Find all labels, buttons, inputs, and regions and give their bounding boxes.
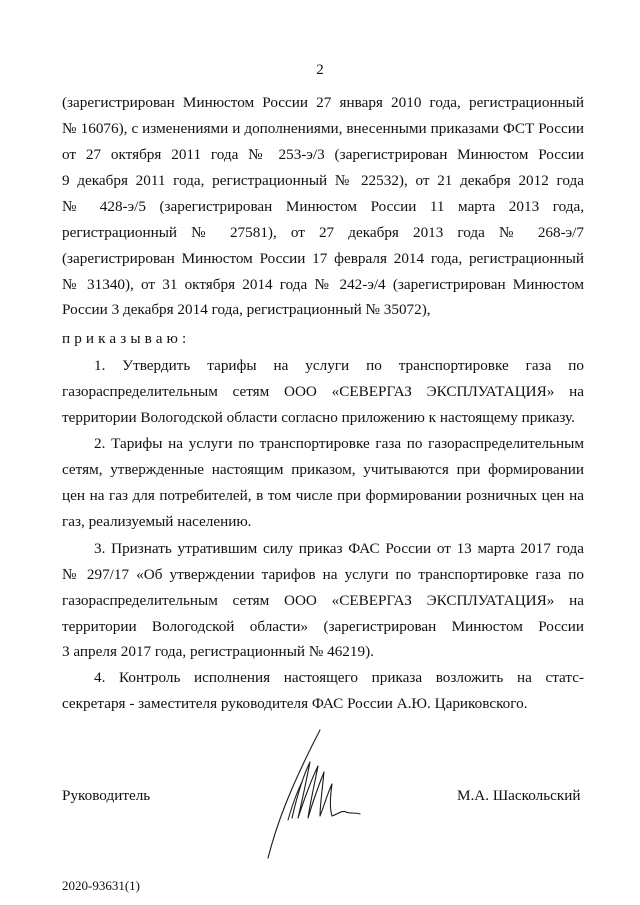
preamble-line: № 16076), с изменениями и дополнениями, внесенными приказами ФСТ России — [62, 120, 584, 137]
item-4-line: секретаря - заместителя руководителя ФАС России А.Ю. Цариковского. — [62, 695, 528, 712]
order-word: приказываю: — [62, 330, 191, 347]
item-1-line: газораспределительным сетям ООО «СЕВЕРГАЗ ЭКСПЛУАТАЦИЯ» на — [62, 383, 584, 400]
signatory-name: М.А. Шаскольский — [457, 787, 581, 804]
signatory-title: Руководитель — [62, 787, 151, 804]
item-1-line: 1. Утвердить тарифы на услуги по транспортировке газа по — [94, 357, 584, 374]
item-2-line: газ, реализуемый населению. — [62, 513, 252, 530]
preamble-line: (зарегистрирован Минюстом России 27 января 2010 года, регистрационный — [62, 94, 584, 111]
preamble-line: 9 декабря 2011 года, регистрационный № 22532), от 21 декабря 2012 года — [62, 172, 584, 189]
preamble-line: от 27 октября 2011 года № 253-э/3 (зарегистрирован Минюстом России — [62, 146, 584, 163]
handwritten-signature — [262, 722, 372, 862]
preamble-line: России 3 декабря 2014 года, регистрационный № 35072), — [62, 301, 431, 318]
item-3-line: территории Вологодской области» (зарегистрирован Минюстом России — [62, 618, 584, 635]
preamble-line: регистрационный № 27581), от 27 декабря 2013 года № 268-э/7 — [62, 224, 584, 241]
item-3-line: 3 апреля 2017 года, регистрационный № 46219). — [62, 643, 374, 660]
preamble-line: (зарегистрирован Минюстом России 17 февраля 2014 года, регистрационный — [62, 250, 584, 267]
item-2-line: цен на газ для потребителей, в том числе при формировании розничных цен на — [62, 487, 584, 504]
item-4-line: 4. Контроль исполнения настоящего приказа возложить на статс- — [94, 669, 584, 686]
item-3-line: газораспределительным сетям ООО «СЕВЕРГАЗ ЭКСПЛУАТАЦИЯ» на — [62, 592, 584, 609]
document-number: 2020-93631(1) — [62, 878, 140, 893]
item-2-line: сетям, утвержденные настоящим приказом, учитываются при формировании — [62, 461, 584, 478]
item-2-line: 2. Тарифы на услуги по транспортировке газа по газораспределительным — [94, 435, 584, 452]
item-3-line: 3. Признать утратившим силу приказ ФАС России от 13 марта 2017 года — [94, 540, 584, 557]
item-3-line: № 297/17 «Об утверждении тарифов на услуги по транспортировке газа по — [62, 566, 584, 583]
page-number: 2 — [316, 62, 324, 78]
preamble-line: № 31340), от 31 октября 2014 года № 242-э/4 (зарегистрирован Минюстом — [62, 276, 584, 293]
preamble-line: № 428-э/5 (зарегистрирован Минюстом России 11 марта 2013 года, — [62, 198, 584, 215]
item-1-line: территории Вологодской области согласно приложению к настоящему приказу. — [62, 409, 575, 426]
